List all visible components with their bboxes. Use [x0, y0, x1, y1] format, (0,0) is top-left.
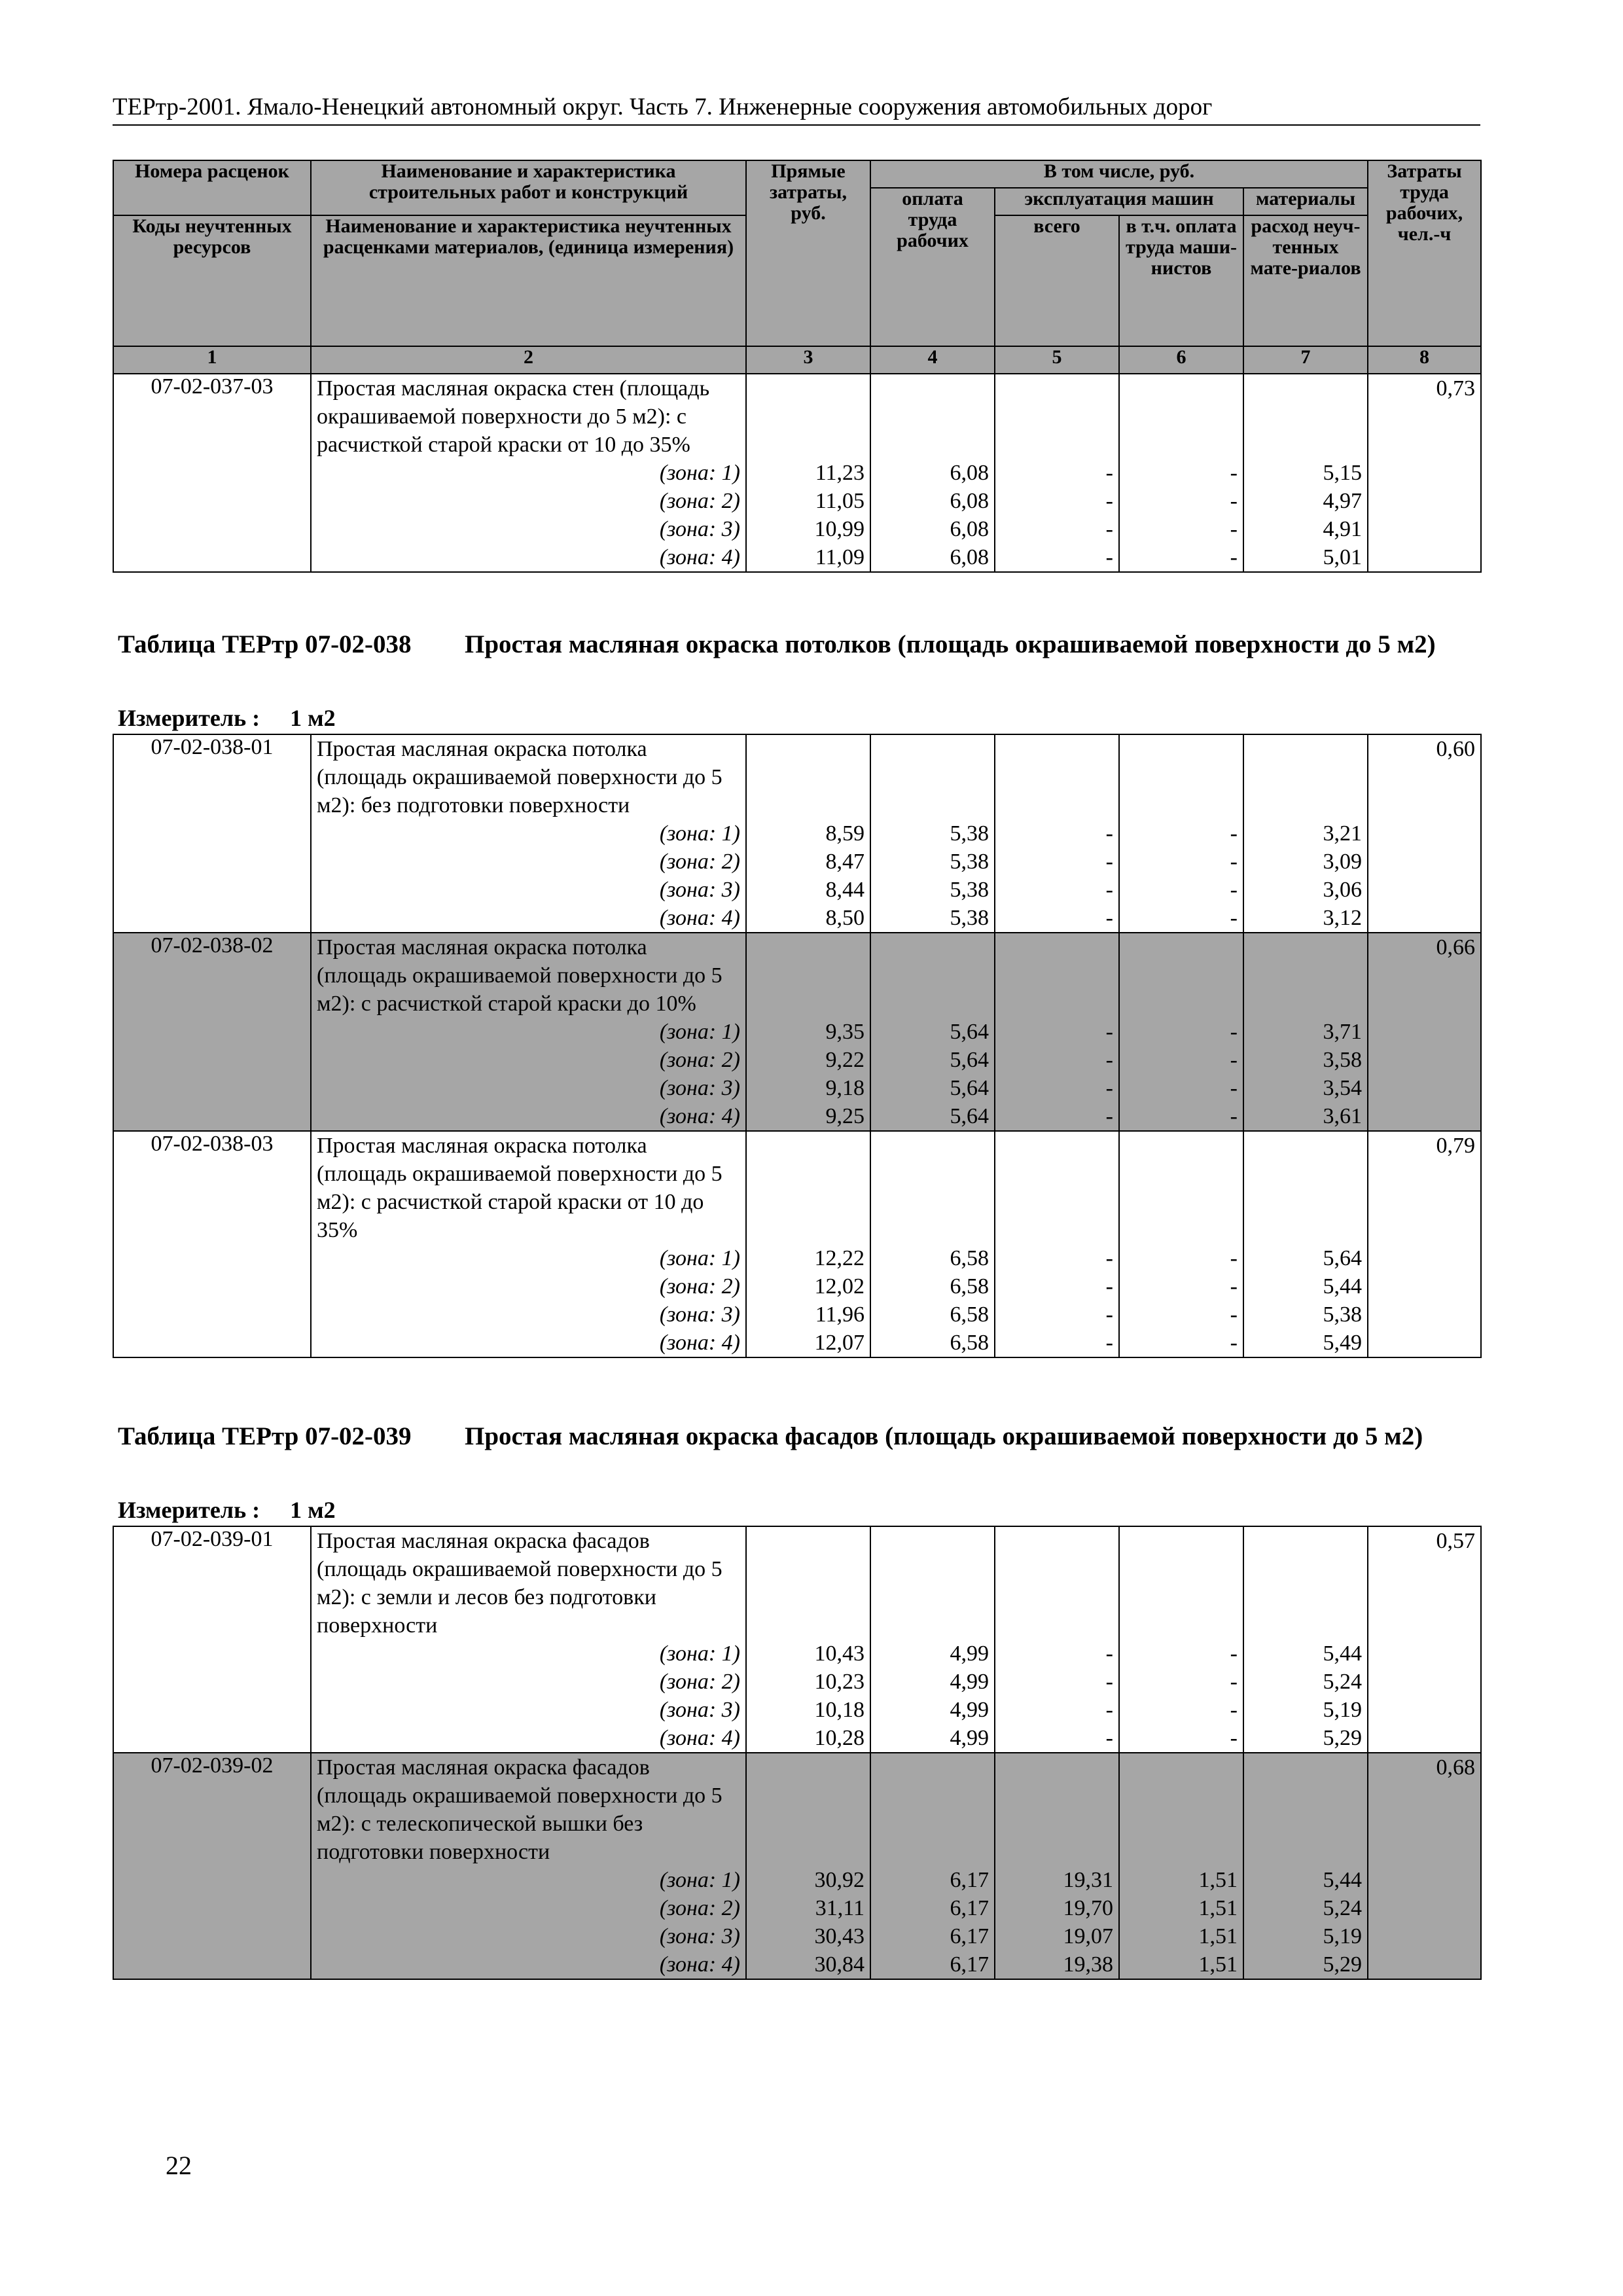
spacer-cell [995, 734, 1119, 819]
worker-pay: 6,08 [870, 459, 995, 487]
machines-total: - [995, 459, 1119, 487]
labor-cost: 0,60 [1368, 734, 1481, 933]
materials-cost: 5,24 [1243, 1894, 1368, 1922]
spacer-cell [1119, 1753, 1243, 1866]
materials-name-header: Наименование и характеристика неучтенных расценками материалов, (единица измерения) [311, 215, 746, 346]
zone-label: (зона: 4) [311, 543, 746, 572]
zone-label: (зона: 3) [311, 515, 746, 543]
direct-cost: 11,23 [746, 459, 870, 487]
machinist-pay: - [1119, 1668, 1243, 1696]
machinist-pay: 1,51 [1119, 1950, 1243, 1979]
spacer-cell [995, 1526, 1119, 1640]
machinist-pay: - [1119, 515, 1243, 543]
machines-total: - [995, 487, 1119, 515]
machines-total: - [995, 1074, 1119, 1102]
materials-cost: 5,44 [1243, 1272, 1368, 1300]
labor-cost: 0,73 [1368, 374, 1481, 572]
rate-row [113, 374, 1481, 459]
zone-row [113, 1074, 1481, 1102]
worker-pay: 5,38 [870, 876, 995, 904]
spacer-cell [1119, 374, 1243, 459]
col-number: 7 [1243, 346, 1368, 374]
materials-cost: 5,19 [1243, 1922, 1368, 1950]
materials-cost: 3,12 [1243, 904, 1368, 933]
zone-row [113, 1244, 1481, 1272]
machines-total: - [995, 1724, 1119, 1753]
materials-cost: 5,44 [1243, 1640, 1368, 1668]
unit-label: Измеритель : [118, 1497, 260, 1523]
direct-cost: 12,02 [746, 1272, 870, 1300]
worker-pay: 5,38 [870, 848, 995, 876]
zone-row [113, 459, 1481, 487]
direct-cost: 12,07 [746, 1329, 870, 1357]
zone-label: (зона: 3) [311, 876, 746, 904]
zone-label: (зона: 1) [311, 1640, 746, 1668]
zone-label: (зона: 3) [311, 1922, 746, 1950]
col-number: 6 [1119, 346, 1243, 374]
machines-total: - [995, 1668, 1119, 1696]
spacer-cell [1243, 734, 1368, 819]
direct-cost: 12,22 [746, 1244, 870, 1272]
worker-pay: 6,17 [870, 1950, 995, 1979]
direct-cost: 10,23 [746, 1668, 870, 1696]
zone-label: (зона: 2) [311, 1272, 746, 1300]
zone-row [113, 819, 1481, 848]
machinist-pay: - [1119, 904, 1243, 933]
materials-cost: 5,44 [1243, 1866, 1368, 1894]
zone-label: (зона: 3) [311, 1074, 746, 1102]
unit-value: 1 м2 [290, 1497, 336, 1523]
unit-line-038 [118, 704, 336, 732]
machines-total: - [995, 848, 1119, 876]
spacer-cell [746, 1753, 870, 1866]
materials-cost: 5,24 [1243, 1668, 1368, 1696]
machinist-pay: - [1119, 1272, 1243, 1300]
spacer-cell [995, 933, 1119, 1018]
machinist-pay: - [1119, 543, 1243, 572]
page-header: ТЕРтр-2001. Ямало-Ненецкий автономный округ. Часть 7. Инженерные сооружения автомобильных дорог [113, 92, 1480, 126]
zone-row [113, 1894, 1481, 1922]
worker-pay: 5,64 [870, 1074, 995, 1102]
machinist-pay: 1,51 [1119, 1894, 1243, 1922]
machinist-pay: - [1119, 1724, 1243, 1753]
zone-label: (зона: 4) [311, 1950, 746, 1979]
zone-row [113, 543, 1481, 572]
zone-label: (зона: 4) [311, 904, 746, 933]
rate-description: Простая масляная окраска фасадов (площадь окрашиваемой поверхности до 5 м2): с земли и лесов без подготовки поверхности [311, 1526, 746, 1640]
machines-total: 19,38 [995, 1950, 1119, 1979]
rate-description: Простая масляная окраска потолка (площадь окрашиваемой поверхности до 5 м2): с расчисткой старой краски до 10% [311, 933, 746, 1018]
machines-total-header: всего [995, 215, 1119, 346]
col-number: 2 [311, 346, 746, 374]
rate-code: 07-02-038-02 [113, 933, 311, 1131]
spacer-cell [746, 374, 870, 459]
machines-total: - [995, 1244, 1119, 1272]
machinist-pay: - [1119, 1640, 1243, 1668]
spacer-cell [1243, 1526, 1368, 1640]
labor-cost: 0,68 [1368, 1753, 1481, 1979]
machinist-pay-header: в т.ч. оплата труда маши-нистов [1119, 215, 1243, 346]
rate-description: Простая масляная окраска стен (площадь окрашиваемой поверхности до 5 м2): с расчисткой старой краски от 10 до 35% [311, 374, 746, 459]
machinist-pay: - [1119, 819, 1243, 848]
machinist-pay: - [1119, 876, 1243, 904]
direct-cost: 10,28 [746, 1724, 870, 1753]
machines-total: - [995, 1102, 1119, 1131]
spacer-cell [1119, 933, 1243, 1018]
spacer-cell [870, 1131, 995, 1244]
spacer-cell [870, 734, 995, 819]
rate-row [113, 734, 1481, 819]
materials-cost: 3,54 [1243, 1074, 1368, 1102]
machinist-pay: - [1119, 1046, 1243, 1074]
worker-pay: 6,58 [870, 1272, 995, 1300]
worker-pay: 5,38 [870, 819, 995, 848]
spacer-cell [995, 374, 1119, 459]
spacer-cell [1243, 933, 1368, 1018]
worker-pay: 6,58 [870, 1329, 995, 1357]
direct-cost: 9,35 [746, 1018, 870, 1046]
direct-cost: 10,99 [746, 515, 870, 543]
unaccounted-materials-header: расход неуч-тенных мате-риалов [1243, 215, 1368, 346]
spacer-cell [1119, 1526, 1243, 1640]
zone-row [113, 1046, 1481, 1074]
zone-row [113, 1724, 1481, 1753]
zone-row [113, 1696, 1481, 1724]
worker-pay: 6,08 [870, 543, 995, 572]
zone-label: (зона: 1) [311, 1866, 746, 1894]
spacer-cell [746, 734, 870, 819]
machinist-pay: - [1119, 1329, 1243, 1357]
labor-cost: 0,57 [1368, 1526, 1481, 1753]
machines-total: - [995, 1696, 1119, 1724]
machinist-pay: - [1119, 1300, 1243, 1329]
zone-row [113, 1668, 1481, 1696]
materials-cost: 5,15 [1243, 459, 1368, 487]
machines-total: - [995, 1018, 1119, 1046]
col-number: 1 [113, 346, 311, 374]
materials-cost: 5,01 [1243, 543, 1368, 572]
spacer-cell [870, 1526, 995, 1640]
zone-label: (зона: 1) [311, 459, 746, 487]
table-title-038 [118, 630, 1479, 692]
machinist-pay: - [1119, 1102, 1243, 1131]
col-number: 3 [746, 346, 870, 374]
materials-cost: 5,29 [1243, 1724, 1368, 1753]
zone-label: (зона: 2) [311, 848, 746, 876]
machines-total: - [995, 1300, 1119, 1329]
rates-table-038 [113, 734, 1482, 1358]
machines-total: - [995, 1046, 1119, 1074]
materials-cost: 3,58 [1243, 1046, 1368, 1074]
spacer-cell [746, 1131, 870, 1244]
spacer-cell [1119, 734, 1243, 819]
zone-row [113, 1640, 1481, 1668]
worker-pay: 4,99 [870, 1724, 995, 1753]
worker-pay: 4,99 [870, 1668, 995, 1696]
machinist-pay: - [1119, 459, 1243, 487]
spacer-cell [995, 1753, 1119, 1866]
machines-total: - [995, 1272, 1119, 1300]
table-body [113, 374, 1481, 572]
spacer-cell [1243, 1753, 1368, 1866]
worker-pay: 5,64 [870, 1046, 995, 1074]
rate-code: 07-02-038-01 [113, 734, 311, 933]
table-name: Простая масляная окраска потолков (площадь окрашиваемой поверхности до 5 м2) [465, 630, 1436, 658]
machinist-pay: - [1119, 487, 1243, 515]
table-name: Простая масляная окраска фасадов (площадь окрашиваемой поверхности до 5 м2) [465, 1422, 1423, 1450]
machinist-pay: 1,51 [1119, 1922, 1243, 1950]
direct-cost: 8,44 [746, 876, 870, 904]
zone-row [113, 1272, 1481, 1300]
direct-cost: 10,18 [746, 1696, 870, 1724]
direct-cost: 11,05 [746, 487, 870, 515]
labor-cost: 0,79 [1368, 1131, 1481, 1357]
rate-code: 07-02-038-03 [113, 1131, 311, 1357]
materials-header: материалы [1243, 188, 1368, 215]
spacer-cell [870, 933, 995, 1018]
col-number: 4 [870, 346, 995, 374]
direct-cost: 8,50 [746, 904, 870, 933]
table-body [113, 1526, 1481, 1979]
machines-total: 19,70 [995, 1894, 1119, 1922]
materials-cost: 3,21 [1243, 819, 1368, 848]
unit-line-039 [118, 1496, 336, 1524]
zone-label: (зона: 1) [311, 819, 746, 848]
materials-cost: 5,64 [1243, 1244, 1368, 1272]
machines-total: - [995, 543, 1119, 572]
col-number: 8 [1368, 346, 1481, 374]
machinist-pay: - [1119, 1074, 1243, 1102]
rate-code: 07-02-039-02 [113, 1753, 311, 1979]
zone-label: (зона: 4) [311, 1102, 746, 1131]
machinist-pay: - [1119, 848, 1243, 876]
machines-header: эксплуатация машин [995, 188, 1243, 215]
zone-label: (зона: 2) [311, 487, 746, 515]
labor-cost-header: Затраты труда рабочих, чел.-ч [1368, 160, 1481, 346]
worker-pay: 6,08 [870, 515, 995, 543]
spacer-cell [1119, 1131, 1243, 1244]
materials-cost: 5,49 [1243, 1329, 1368, 1357]
materials-cost: 3,09 [1243, 848, 1368, 876]
spacer-cell [870, 1753, 995, 1866]
materials-cost: 5,38 [1243, 1300, 1368, 1329]
worker-pay: 6,17 [870, 1894, 995, 1922]
worker-pay: 5,64 [870, 1102, 995, 1131]
table-body [113, 734, 1481, 1357]
worker-pay: 6,17 [870, 1922, 995, 1950]
spacer-cell [995, 1131, 1119, 1244]
direct-cost: 11,96 [746, 1300, 870, 1329]
codes-header: Коды неучтенных ресурсов [113, 215, 311, 346]
direct-cost: 30,92 [746, 1866, 870, 1894]
materials-cost: 5,19 [1243, 1696, 1368, 1724]
rate-row [113, 933, 1481, 1018]
machines-total: - [995, 1640, 1119, 1668]
direct-cost: 31,11 [746, 1894, 870, 1922]
worker-pay: 5,64 [870, 1018, 995, 1046]
page-number: 22 [166, 2151, 192, 2180]
unit-label: Измеритель : [118, 705, 260, 731]
zone-row [113, 1102, 1481, 1131]
rate-code: 07-02-037-03 [113, 374, 311, 572]
col1-top-header: Номера расценок [113, 160, 311, 215]
materials-cost: 4,91 [1243, 515, 1368, 543]
direct-cost: 9,18 [746, 1074, 870, 1102]
worker-pay: 4,99 [870, 1696, 995, 1724]
worker-pay-header: оплата труда рабочих [870, 188, 995, 346]
machinist-pay: - [1119, 1244, 1243, 1272]
materials-cost: 4,97 [1243, 487, 1368, 515]
direct-cost: 8,59 [746, 819, 870, 848]
zone-label: (зона: 1) [311, 1244, 746, 1272]
machines-total: - [995, 876, 1119, 904]
zone-row [113, 1922, 1481, 1950]
table-header [113, 160, 1481, 374]
machinist-pay: - [1119, 1018, 1243, 1046]
zone-label: (зона: 2) [311, 1894, 746, 1922]
spacer-cell [1243, 374, 1368, 459]
zone-label: (зона: 2) [311, 1668, 746, 1696]
rate-row [113, 1131, 1481, 1244]
materials-cost: 5,29 [1243, 1950, 1368, 1979]
materials-cost: 3,06 [1243, 876, 1368, 904]
worker-pay: 6,08 [870, 487, 995, 515]
direct-cost-header: Прямые затраты, руб. [746, 160, 870, 346]
spacer-cell [746, 1526, 870, 1640]
table-code: Таблица ТЕРтр 07-02-038 [118, 630, 412, 658]
zone-label: (зона: 3) [311, 1300, 746, 1329]
machines-total: - [995, 1329, 1119, 1357]
unit-value: 1 м2 [290, 705, 336, 731]
direct-cost: 8,47 [746, 848, 870, 876]
machines-total: 19,07 [995, 1922, 1119, 1950]
spacer-cell [746, 933, 870, 1018]
zone-label: (зона: 3) [311, 1696, 746, 1724]
zone-label: (зона: 4) [311, 1724, 746, 1753]
incl-header: В том числе, руб. [870, 160, 1368, 188]
rates-table-037 [113, 160, 1482, 573]
materials-cost: 3,61 [1243, 1102, 1368, 1131]
rate-row [113, 1753, 1481, 1866]
zone-label: (зона: 2) [311, 1046, 746, 1074]
table-title-039 [118, 1422, 1479, 1484]
direct-cost: 10,43 [746, 1640, 870, 1668]
direct-cost: 9,25 [746, 1102, 870, 1131]
rate-code: 07-02-039-01 [113, 1526, 311, 1753]
rate-description: Простая масляная окраска фасадов (площадь окрашиваемой поверхности до 5 м2): с телескопической вышки без подготовки поверхности [311, 1753, 746, 1866]
zone-row [113, 515, 1481, 543]
machinist-pay: - [1119, 1696, 1243, 1724]
zone-label: (зона: 4) [311, 1329, 746, 1357]
zone-row [113, 848, 1481, 876]
col-number: 5 [995, 346, 1119, 374]
worker-pay: 6,58 [870, 1300, 995, 1329]
machinist-pay: 1,51 [1119, 1866, 1243, 1894]
spacer-cell [870, 374, 995, 459]
materials-cost: 3,71 [1243, 1018, 1368, 1046]
rate-description: Простая масляная окраска потолка (площадь окрашиваемой поверхности до 5 м2): без подготовки поверхности [311, 734, 746, 819]
direct-cost: 9,22 [746, 1046, 870, 1074]
machines-total: - [995, 904, 1119, 933]
direct-cost: 30,43 [746, 1922, 870, 1950]
direct-cost: 11,09 [746, 543, 870, 572]
zone-row [113, 487, 1481, 515]
zone-row [113, 1329, 1481, 1357]
rate-description: Простая масляная окраска потолка (площадь окрашиваемой поверхности до 5 м2): с расчисткой старой краски от 10 до 35% [311, 1131, 746, 1244]
rate-row [113, 1526, 1481, 1640]
table-code: Таблица ТЕРтр 07-02-039 [118, 1422, 412, 1450]
labor-cost: 0,66 [1368, 933, 1481, 1131]
zone-row [113, 1950, 1481, 1979]
rates-table-039 [113, 1526, 1482, 1980]
worker-pay: 5,38 [870, 904, 995, 933]
worker-pay: 6,17 [870, 1866, 995, 1894]
zone-row [113, 876, 1481, 904]
zone-row [113, 1018, 1481, 1046]
col2-top-header: Наименование и характеристика строительных работ и конструкций [311, 160, 746, 215]
machines-total: - [995, 515, 1119, 543]
machines-total: 19,31 [995, 1866, 1119, 1894]
zone-row [113, 904, 1481, 933]
zone-label: (зона: 1) [311, 1018, 746, 1046]
zone-row [113, 1866, 1481, 1894]
worker-pay: 4,99 [870, 1640, 995, 1668]
machines-total: - [995, 819, 1119, 848]
zone-row [113, 1300, 1481, 1329]
worker-pay: 6,58 [870, 1244, 995, 1272]
spacer-cell [1243, 1131, 1368, 1244]
direct-cost: 30,84 [746, 1950, 870, 1979]
